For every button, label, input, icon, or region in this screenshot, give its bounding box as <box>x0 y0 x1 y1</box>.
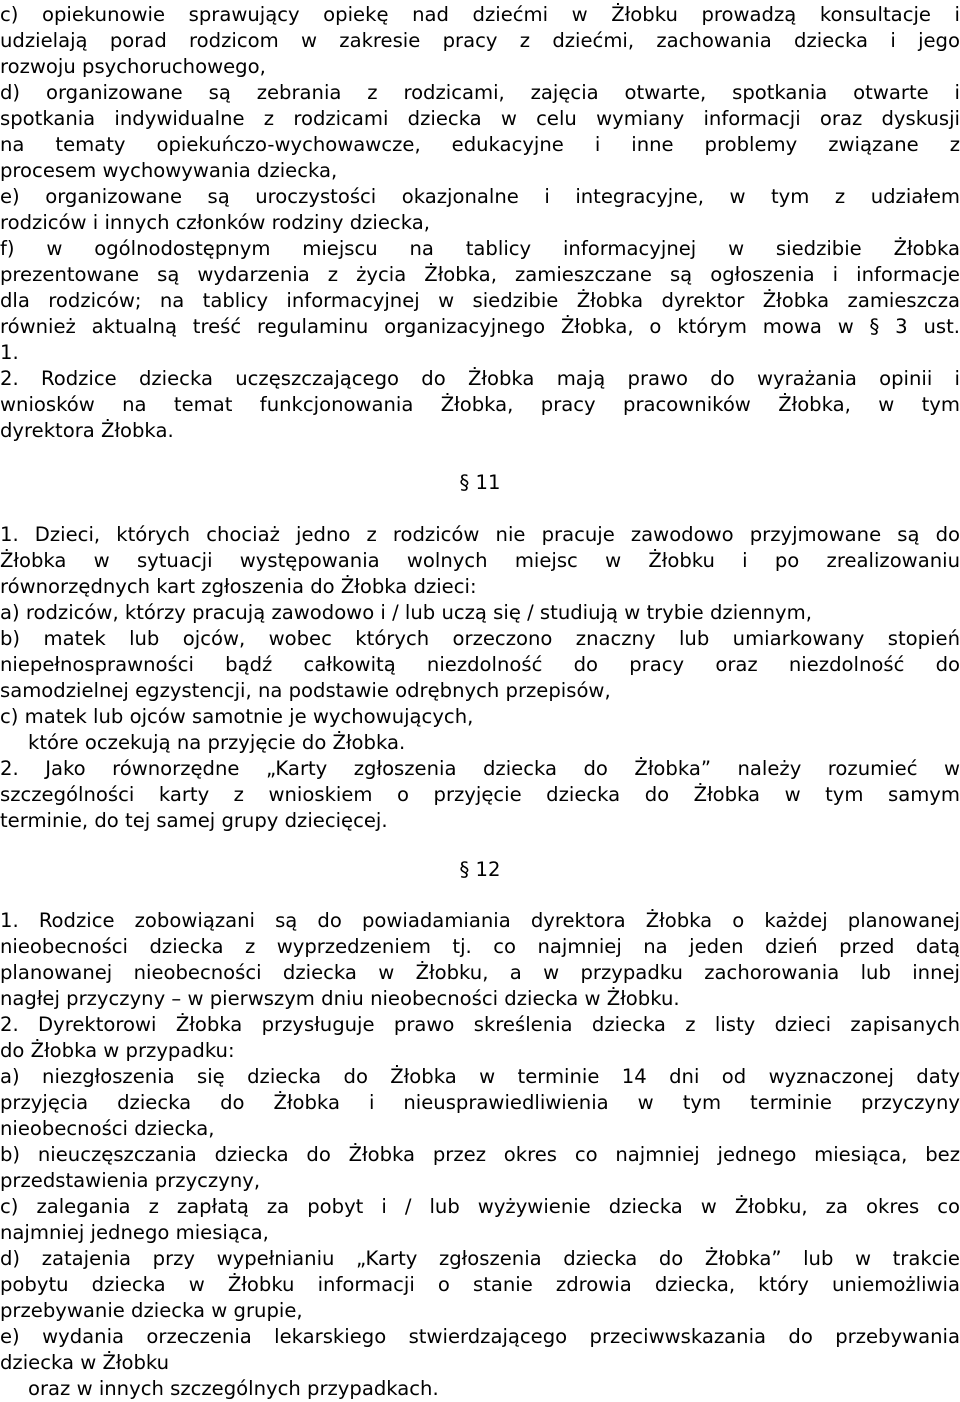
section-heading-11: § 11 <box>459 471 501 494</box>
text-line: 1. <box>0 341 19 364</box>
text-line: procesem wychowywania dziecka, <box>0 159 338 182</box>
text-line: f) w ogólnodostępnym miejscu na tablicy informacyjnej w siedzibie Żłobka <box>0 237 960 260</box>
text-line: b) matek lub ojców, wobec których orzeczono znaczny lub umiarkowany stopień <box>0 627 960 650</box>
text-line: przedstawienia przyczyny, <box>0 1169 261 1192</box>
text-line: które oczekują na przyjęcie do Żłobka. <box>28 731 406 754</box>
text-line: udzielają porad rodzicom w zakresie pracy z dziećmi, zachowania dziecka i jego <box>0 29 960 52</box>
text-line: nieobecności dziecka, <box>0 1117 215 1140</box>
text-line: planowanej nieobecności dziecka w Żłobku, a w przypadku zachorowania lub innej <box>0 961 960 984</box>
text-line: c) zalegania z zapłatą za pobyt i / lub wyżywienie dziecka w Żłobku, za okres co <box>0 1195 960 1218</box>
text-line: c) opiekunowie sprawujący opiekę nad dziećmi w Żłobku prowadzą konsultacje i <box>0 3 960 26</box>
text-line: 2. Jako równorzędne „Karty zgłoszenia dziecka do Żłobka” należy rozumieć w <box>0 757 960 780</box>
text-line: wniosków na temat funkcjonowania Żłobka, pracy pracowników Żłobka, w tym <box>0 393 960 416</box>
text-line: Żłobka w sytuacji występowania wolnych miejsc w Żłobku i po zrealizowaniu <box>0 549 960 572</box>
text-line: 2. Dyrektorowi Żłobka przysługuje prawo skreślenia dziecka z listy dzieci zapisanych <box>0 1013 960 1036</box>
text-line: d) zatajenia przy wypełnianiu „Karty zgłoszenia dziecka do Żłobka” lub w trakcie <box>0 1247 960 1270</box>
text-line: dla rodziców; na tablicy informacyjnej w siedzibie Żłobka dyrektor Żłobka zamieszcza <box>0 289 960 312</box>
text-line: najmniej jednego miesiąca, <box>0 1221 269 1244</box>
text-line: 2. Rodzice dziecka uczęszczającego do Żłobka mają prawo do wyrażania opinii i <box>0 367 960 390</box>
text-line: e) wydania orzeczenia lekarskiego stwierdzającego przeciwwskazania do przebywania <box>0 1325 960 1348</box>
text-line: samodzielnej egzystencji, na podstawie odrębnych przepisów, <box>0 679 611 702</box>
text-line: 1. Rodzice zobowiązani są do powiadamiania dyrektora Żłobka o każdej planowanej <box>0 909 960 932</box>
text-line: szczególności karty z wnioskiem o przyjęcie dziecka do Żłobka w tym samym <box>0 783 960 806</box>
text-line: dyrektora Żłobka. <box>0 419 174 442</box>
text-line: a) niezgłoszenia się dziecka do Żłobka w terminie 14 dni od wyznaczonej daty <box>0 1065 960 1088</box>
text-line: rozwoju psychoruchowego, <box>0 55 266 78</box>
text-line: spotkania indywidualne z rodzicami dziecka w celu wymiany informacji oraz dyskusji <box>0 107 960 130</box>
text-line: do Żłobka w przypadku: <box>0 1039 235 1062</box>
text-line: 1. Dzieci, których chociaż jedno z rodziców nie pracuje zawodowo przyjmowane są do <box>0 523 960 546</box>
text-line: terminie, do tej samej grupy dziecięcej. <box>0 809 388 832</box>
section-heading-12: § 12 <box>459 858 501 881</box>
text-line: c) matek lub ojców samotnie je wychowujących, <box>0 705 474 728</box>
text-line: pobytu dziecka w Żłobku informacji o stanie zdrowia dziecka, który uniemożliwia <box>0 1273 960 1296</box>
text-line: d) organizowane są zebrania z rodzicami, zajęcia otwarte, spotkania otwarte i <box>0 81 960 104</box>
text-line: nieobecności dziecka z wyprzedzeniem tj. co najmniej na jeden dzień przed datą <box>0 935 960 958</box>
text-line: nagłej przyczyny – w pierwszym dniu nieobecności dziecka w Żłobku. <box>0 987 680 1010</box>
text-line: a) rodziców, którzy pracują zawodowo i / lub uczą się / studiują w trybie dziennym, <box>0 601 812 624</box>
text-line: prezentowane są wydarzenia z życia Żłobka, zamieszczane są ogłoszenia i informacje <box>0 263 960 286</box>
text-line: równorzędnych kart zgłoszenia do Żłobka dzieci: <box>0 575 477 598</box>
text-line: b) nieuczęszczania dziecka do Żłobka przez okres co najmniej jednego miesiąca, bez <box>0 1143 960 1166</box>
text-line: na tematy opiekuńczo-wychowawcze, edukacyjne i inne problemy związane z <box>0 133 960 156</box>
text-line: przebywanie dziecka w grupie, <box>0 1299 303 1322</box>
text-line: oraz w innych szczególnych przypadkach. <box>28 1377 439 1400</box>
text-line: przyjęcia dziecka do Żłobka i nieusprawiedliwienia w tym terminie przyczyny <box>0 1091 960 1114</box>
text-line: niepełnosprawności bądź całkowitą niezdolność do pracy oraz niezdolność do <box>0 653 960 676</box>
text-line: rodziców i innych członków rodziny dziecka, <box>0 211 430 234</box>
text-line: e) organizowane są uroczystości okazjonalne i integracyjne, w tym z udziałem <box>0 185 960 208</box>
text-line: dziecka w Żłobku <box>0 1351 170 1374</box>
text-line: również aktualną treść regulaminu organizacyjnego Żłobka, o którym mowa w § 3 ust. <box>0 315 960 338</box>
